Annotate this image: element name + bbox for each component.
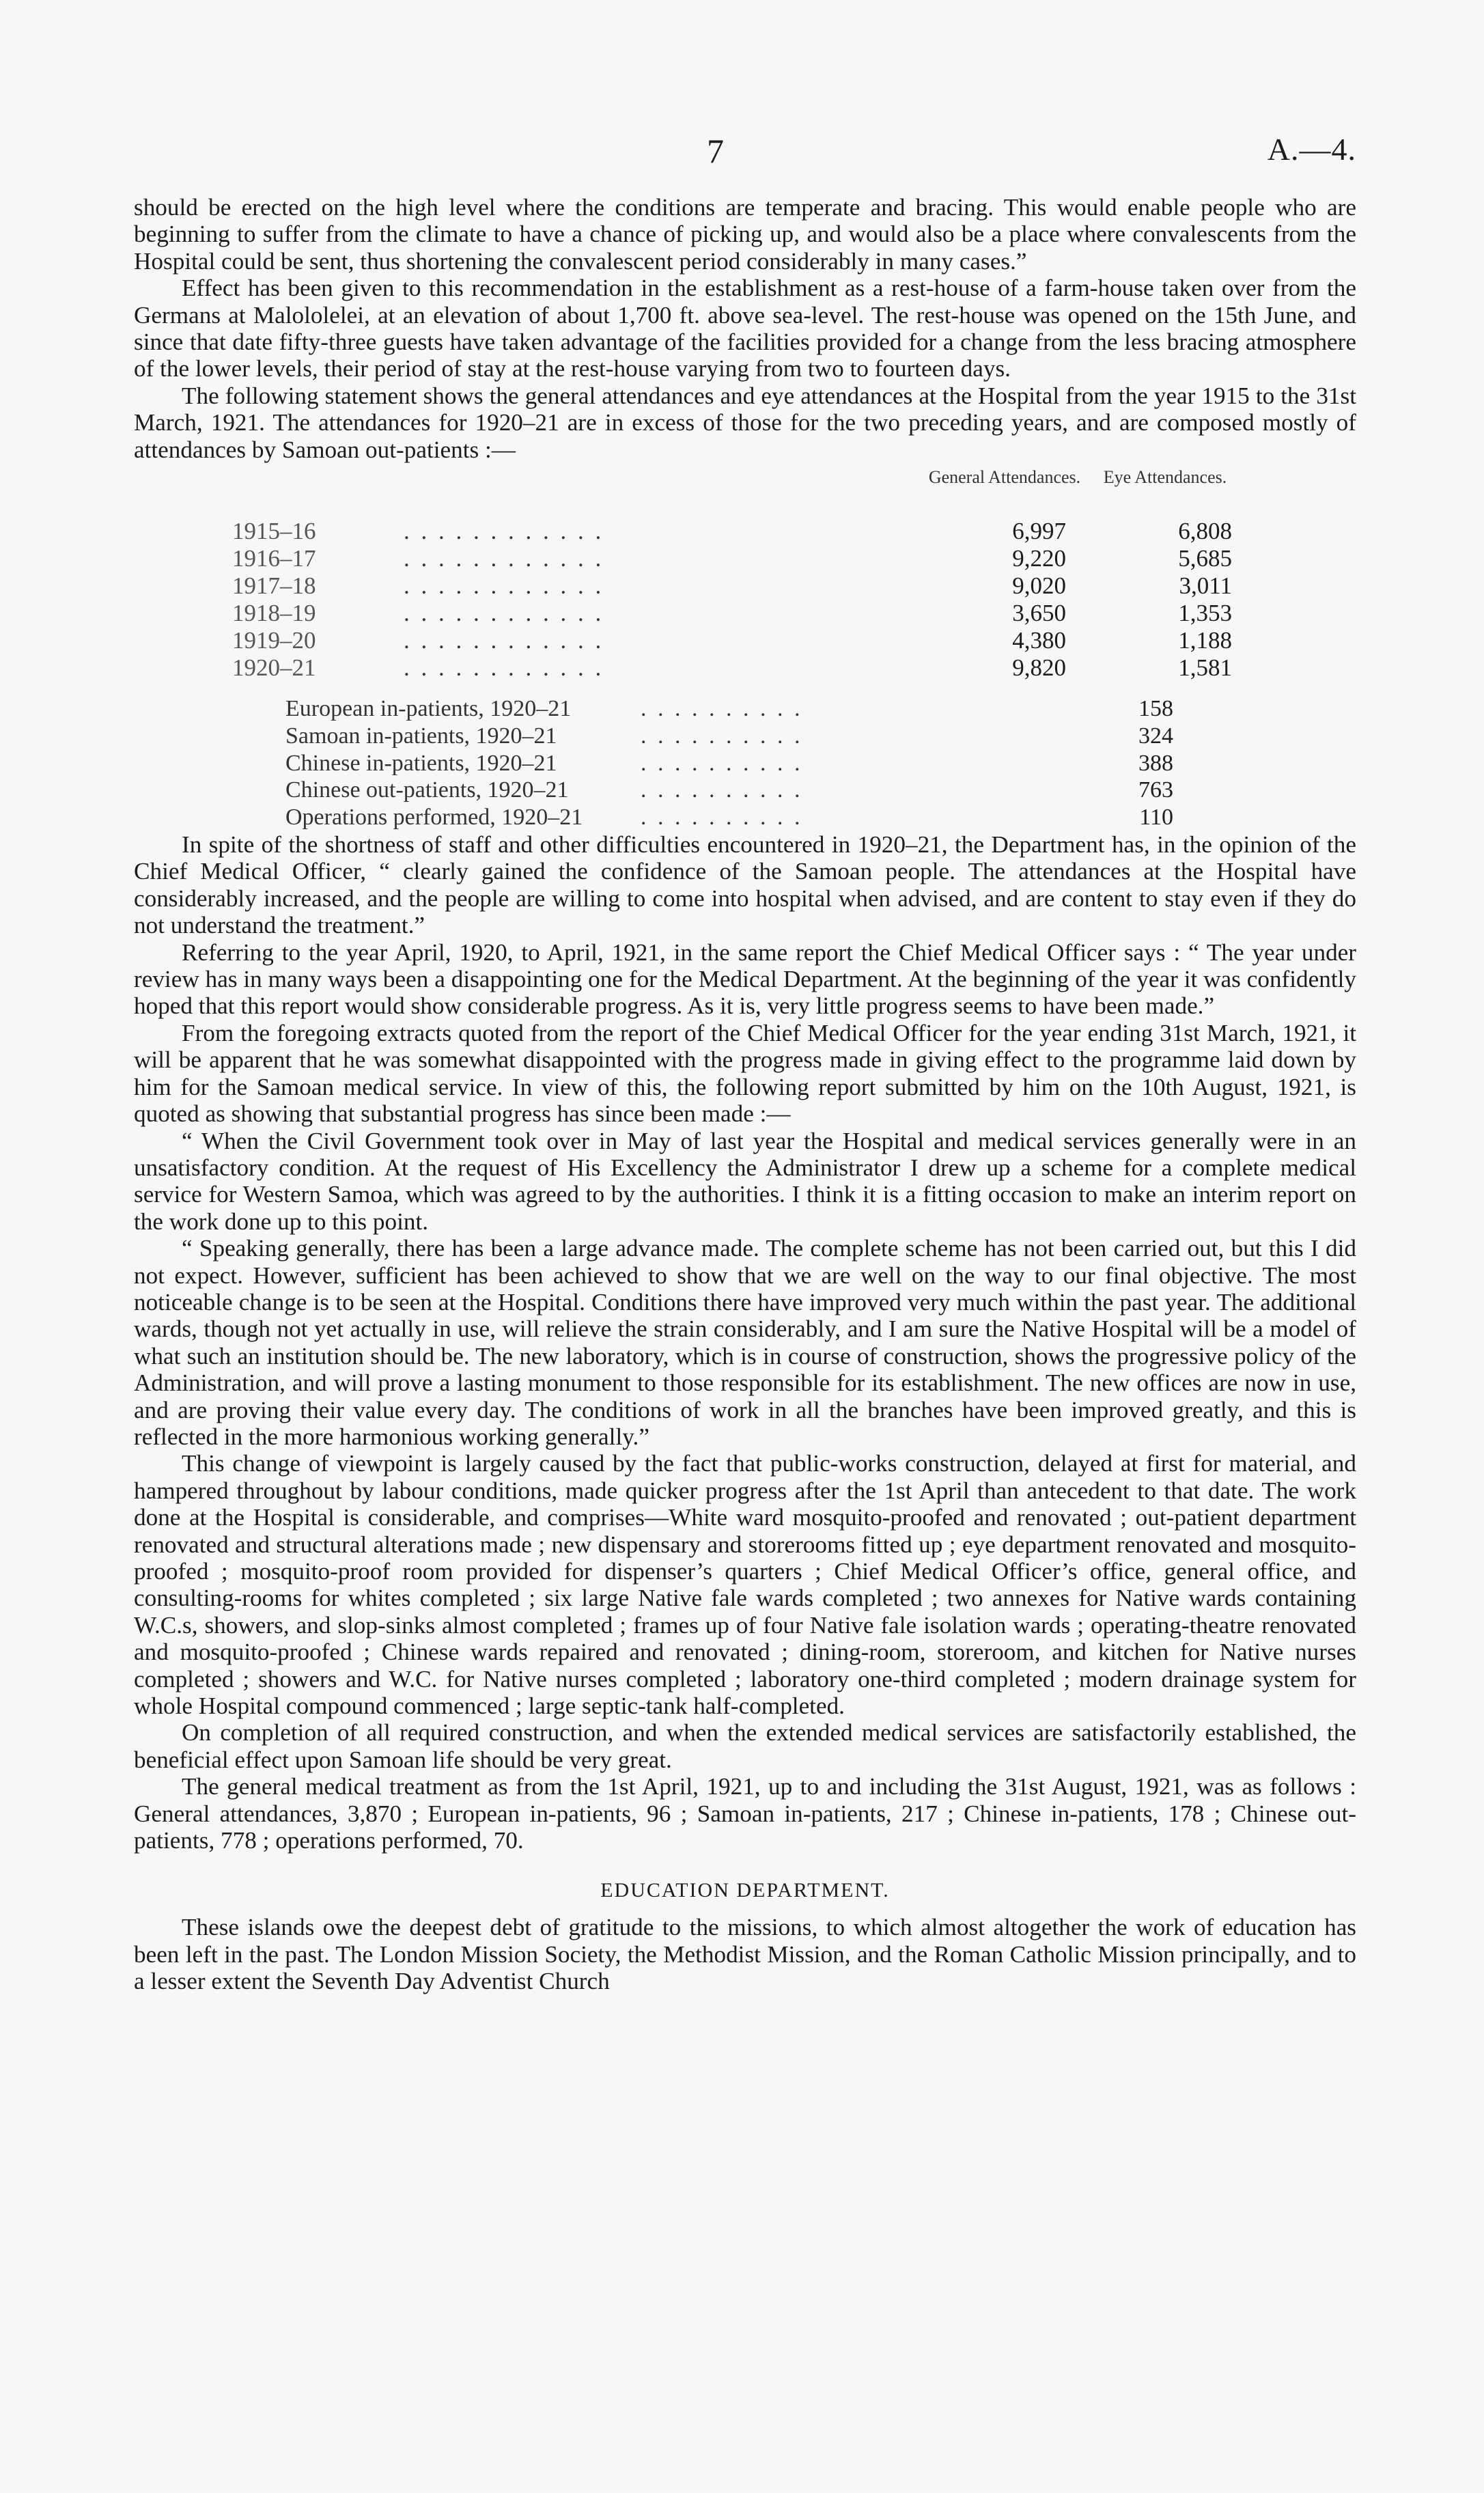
document-page <box>134 131 1356 1995</box>
paragraph: This change of viewpoint is largely caused by the fact that public-works construction, delayed at first for material, and hampered throughout by labour conditions, made quicker progress after the 1st April than antecedent to that date. The work done at the Hospital is considerable, and comprises—White ward mosquito-proofed and renovated ; out-patient department renovated and structural alterations made ; new dispensary and storerooms fitted up ; eye department renovated and mosquito-proofed ; mosquito-proof room provided for dispenser’s quarters ; Chief Medical Officer’s office, general office, and consulting-rooms for whites completed ; six large Native fale wards completed ; two annexes for Native wards containing W.C.s, showers, and slop-sinks almost completed ; frames up of four Native fale isolation wards ; operating-theatre renovated and mosquito-proofed ; Chinese wards repaired and renovated ; dining-room, storeroom, and kitchen for Native nurses completed ; showers and W.C. for Native nurses completed ; laboratory one-third completed ; modern drainage system for whole Hospital compound commenced ; large septic-tank half-completed. <box>134 1450 1356 1720</box>
document-reference: A.—4. <box>1267 132 1356 167</box>
summary-row <box>134 804 1356 831</box>
column-general-attendances: General Attendances. <box>928 467 1081 488</box>
leader-dots: . . . . . . . . . . <box>641 805 803 831</box>
paragraph: should be erected on the high level where the conditions are temperate and bracing. This would enable people who are beginning to suffer from the climate to have a chance of picking up, and would also be a place where convalescents from the Hospital could be sent, thus shortening the convalescent period considerably in many cases.” <box>134 194 1356 275</box>
table-row <box>134 627 1356 654</box>
summary-value: 763 <box>1138 777 1173 803</box>
summary-row <box>134 723 1356 750</box>
summary-label: European in-patients, 1920–21 <box>285 696 572 722</box>
row-eye-attendances: 1,353 <box>1178 600 1232 627</box>
row-eye-attendances: 1,188 <box>1178 627 1232 654</box>
row-year: 1915–16 <box>232 518 316 545</box>
leader-dots: . . . . . . . . . . . . <box>404 627 604 654</box>
row-year: 1918–19 <box>232 600 316 627</box>
row-year: 1917–18 <box>232 572 316 600</box>
paragraph: Referring to the year April, 1920, to April, 1921, in the same report the Chief Medical Officer says : “ The year under review has in many ways been a disappointing one for the Medical Department. At the beginning of the year it was confidently hoped that this report would show considerable progress. As it is, very little progress seems to have been made.” <box>134 938 1356 1020</box>
table-row <box>134 600 1356 627</box>
paragraph: On completion of all required construction, and when the extended medical services are satisfactorily established, the beneficial effect upon Samoan life should be very great. <box>134 1719 1356 1773</box>
table-row <box>134 654 1356 682</box>
summary-label: Chinese in-patients, 1920–21 <box>285 750 557 776</box>
page-header <box>134 131 1356 194</box>
summary-value: 324 <box>1138 723 1173 749</box>
section-heading: EDUCATION DEPARTMENT. <box>600 1879 890 1902</box>
paragraph: “ Speaking generally, there has been a large advance made. The complete scheme has not been carried out, but this I did not expect. However, sufficient has been achieved to show that we are well on the way to our final objective. The most noticeable change is to be seen at the Hospital. Conditions there have improved very much within the past year. The additional wards, though not yet actually in use, will relieve the strain considerably, and I am sure the Native Hospital will be a model of what such an institution should be. The new laboratory, which is in course of construction, shows the progressive policy of the Administration, and will prove a lasting monument to those responsible for its establishment. The new offices are now in use, and are proving their value every day. The conditions of work in all the branches have been improved greatly, and this is reflected in the more harmonious working generally.” <box>134 1235 1356 1450</box>
paragraph: In spite of the shortness of staff and other difficulties encountered in 1920–21, the Department has, in the opinion of the Chief Medical Officer, “ clearly gained the confidence of the Samoan people. The attendances at the Hospital have considerably increased, and the people are willing to come into hospital when advised, and are content to stay even if they do not understand the treatment.” <box>134 831 1356 939</box>
row-year: 1919–20 <box>232 627 316 654</box>
summary-label: Chinese out-patients, 1920–21 <box>285 777 569 803</box>
row-year: 1916–17 <box>232 545 316 572</box>
row-general-attendances: 6,997 <box>1012 518 1066 545</box>
summary-label: Operations performed, 1920–21 <box>285 805 583 831</box>
leader-dots: . . . . . . . . . . <box>641 696 803 722</box>
patient-summary-table <box>134 695 1356 831</box>
bottom-paragraphs <box>134 1914 1356 1994</box>
row-general-attendances: 9,820 <box>1012 654 1066 682</box>
row-general-attendances: 4,380 <box>1012 627 1066 654</box>
leader-dots: . . . . . . . . . . <box>641 750 803 776</box>
attendance-table-header <box>134 463 1356 518</box>
middle-paragraphs <box>134 831 1356 1854</box>
summary-row <box>134 750 1356 777</box>
summary-row <box>134 695 1356 723</box>
row-general-attendances: 3,650 <box>1012 600 1066 627</box>
table-row <box>134 545 1356 572</box>
table-row <box>134 572 1356 600</box>
paragraph: The following statement shows the general attendances and eye attendances at the Hospital from the year 1915 to the 31st March, 1921. The attendances for 1920–21 are in excess of those for the two preceding years, and are composed mostly of attendances by Samoan out-patients :— <box>134 382 1356 463</box>
summary-label: Samoan in-patients, 1920–21 <box>285 723 557 749</box>
top-paragraphs <box>134 194 1356 463</box>
paragraph: From the foregoing extracts quoted from the report of the Chief Medical Officer for the year ending 31st March, 1921, it will be apparent that he was somewhat disappointed with the progress made in giving effect to the programme laid down by him for the Samoan medical service. In view of this, the following report submitted by him on the 10th August, 1921, is quoted as showing that substantial progress has since been made :— <box>134 1019 1356 1128</box>
row-year: 1920–21 <box>232 654 316 682</box>
leader-dots: . . . . . . . . . . <box>641 777 803 803</box>
summary-value: 158 <box>1138 696 1173 722</box>
row-eye-attendances: 5,685 <box>1178 545 1232 572</box>
row-eye-attendances: 6,808 <box>1178 518 1232 545</box>
paragraph: “ When the Civil Government took over in May of last year the Hospital and medical services generally were in an unsatisfactory condition. At the request of His Excellency the Administrator I drew up a scheme for a complete medical service for Western Samoa, which was agreed to by the authorities. I think it is a fitting occasion to make an interim report on the work done up to this point. <box>134 1127 1356 1235</box>
leader-dots: . . . . . . . . . . . . <box>404 518 604 545</box>
page-number: 7 <box>707 132 724 170</box>
attendance-table <box>134 518 1356 682</box>
leader-dots: . . . . . . . . . . . . <box>404 600 604 627</box>
summary-value: 388 <box>1138 750 1173 776</box>
row-eye-attendances: 1,581 <box>1178 654 1232 682</box>
row-general-attendances: 9,020 <box>1012 572 1066 600</box>
leader-dots: . . . . . . . . . . . . <box>404 572 604 600</box>
column-eye-attendances: Eye Attendances. <box>1103 467 1227 488</box>
paragraph: The general medical treatment as from the 1st April, 1921, up to and including the 31st August, 1921, was as follows : General attendances, 3,870 ; European in-patients, 96 ; Samoan in-patients, 217 ; Chinese in-patients, 178 ; Chinese out-patients, 778 ; operations performed, 70. <box>134 1773 1356 1854</box>
summary-value: 110 <box>1139 805 1173 831</box>
leader-dots: . . . . . . . . . . . . <box>404 545 604 572</box>
summary-row <box>134 777 1356 804</box>
row-eye-attendances: 3,011 <box>1179 572 1232 600</box>
leader-dots: . . . . . . . . . . <box>641 723 803 749</box>
row-general-attendances: 9,220 <box>1012 545 1066 572</box>
paragraph: Effect has been given to this recommendation in the establishment as a rest-house of a farm-house taken over from the Germans at Malololelei, at an elevation of about 1,700 ft. above sea-level. The rest-house was opened on the 15th June, and since that date fifty-three guests have taken advantage of the facilities provided for a change from the less bracing atmosphere of the lower levels, their period of stay at the rest-house varying from two to fourteen days. <box>134 275 1356 382</box>
leader-dots: . . . . . . . . . . . . <box>404 654 604 682</box>
paragraph: These islands owe the deepest debt of gratitude to the missions, to which almost altogether the work of education has been left in the past. The London Mission Society, the Methodist Mission, and the Roman Catholic Mission principally, and to a lesser extent the Seventh Day Adventist Church <box>134 1914 1356 1995</box>
table-row <box>134 518 1356 545</box>
